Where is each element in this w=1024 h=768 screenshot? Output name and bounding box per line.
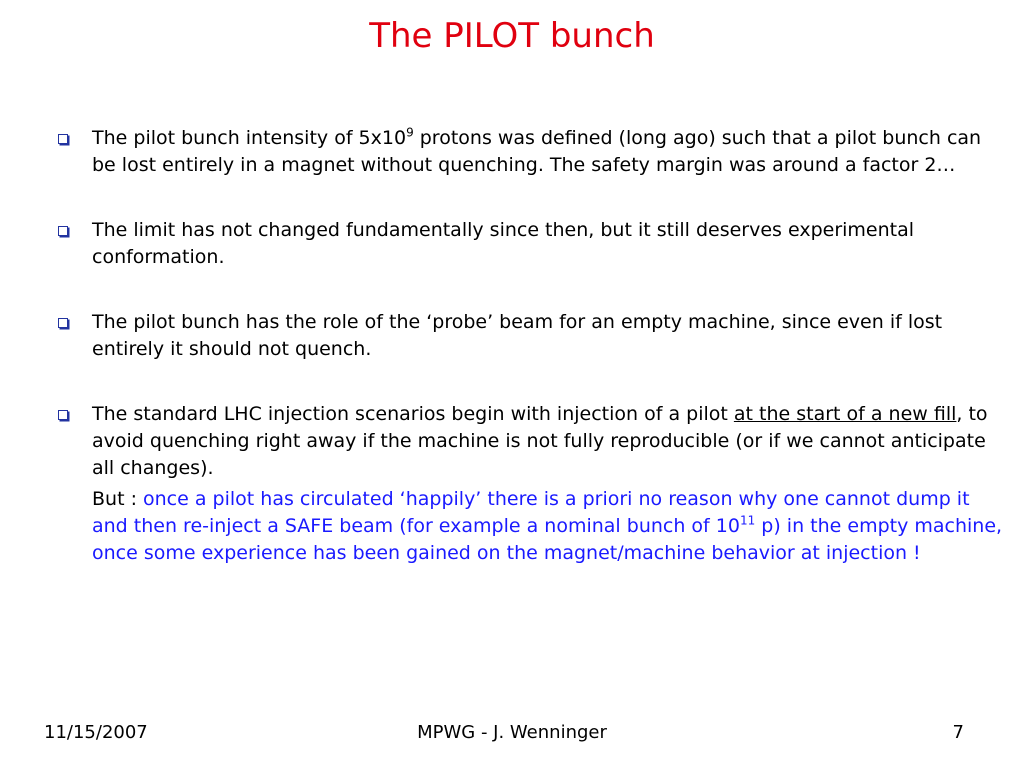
bullet-item-1 [56,125,1006,179]
followup-text-part: p) in the empty machine, once some experience has been gained on the magnet/machine behavior at injection ! [92,515,1003,564]
followup-paragraph [56,486,1006,567]
bullet-text-part: protons was defined (long ago) such that a pilot bunch can be lost entirely in a magnet without quenching. The safety margin was around a factor 2… [92,127,982,176]
footer-date: 11/15/2007 [44,722,148,743]
exponent: 11 [739,513,756,528]
square-bullet-icon [58,226,68,236]
square-bullet-icon [58,410,68,420]
bullet-text: The pilot bunch has the role of the ‘probe’ beam for an empty machine, since even if lost entirely it should not quench. [92,311,943,360]
underlined-phrase: at the start of a new fill [733,403,957,425]
square-bullet-icon [58,318,68,328]
page-number: 7 [952,722,964,743]
followup-text-part: once a pilot has circulated ‘happily’ there is a priori no reason why one cannot dump it and then re-inject a SAFE beam (for example a nominal bunch of 10 [92,488,970,537]
exponent: 9 [406,125,414,140]
bullet-text-part: The standard LHC injection scenarios begin with injection of a pilot [92,403,734,425]
bullet-item-3 [56,309,1006,363]
footer-author: MPWG - J. Wenninger [417,722,607,743]
bullet-list [56,125,1006,567]
bullet-text [92,403,988,479]
bullet-item-2 [56,217,1006,271]
bullet-text: The limit has not changed fundamentally since then, but it still deserves experimental conformation. [92,219,915,268]
bullet-item-4 [56,401,1006,482]
square-bullet-icon [58,134,68,144]
slide-title: The PILOT bunch [369,16,655,56]
followup-highlight [92,488,1002,564]
followup-prefix: But : [92,488,144,510]
bullet-text [92,127,981,176]
bullet-text-part: , to avoid quenching right away if the machine is not fully reproducible (or if we cannot anticipate all changes). [92,403,988,479]
bullet-text-part: The pilot bunch intensity of 5x10 [92,127,407,149]
